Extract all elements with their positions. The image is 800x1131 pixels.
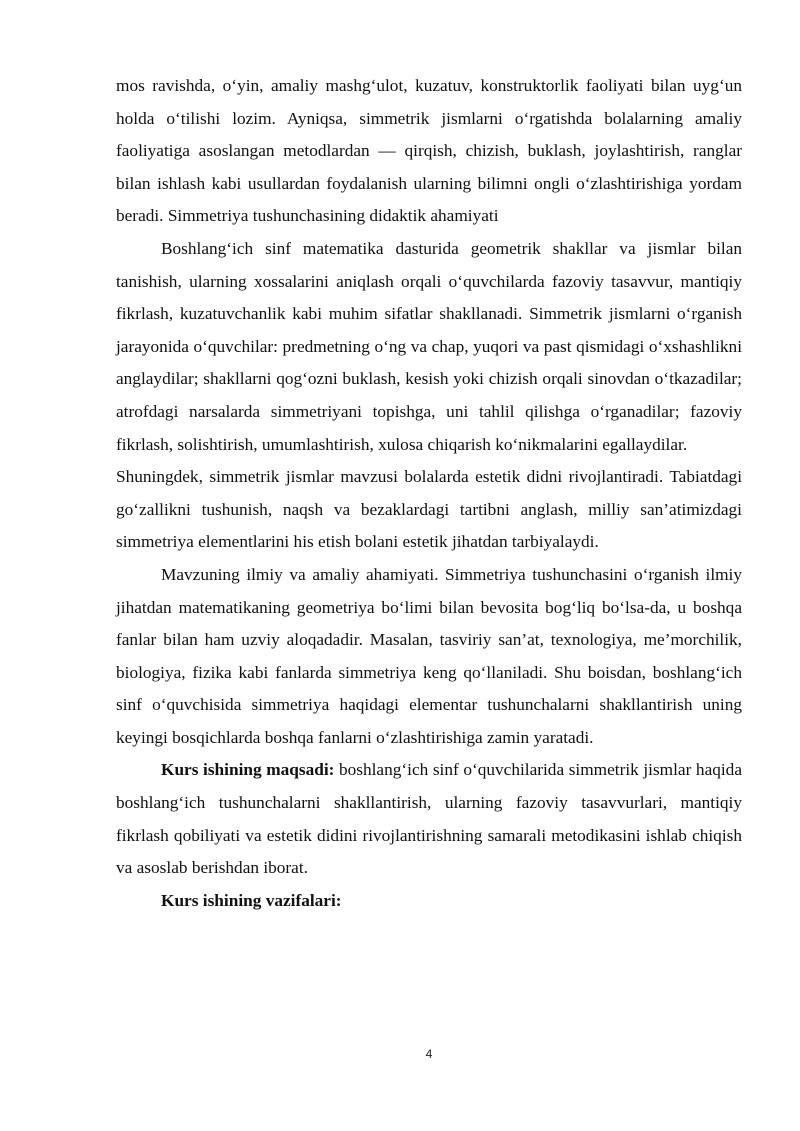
goal-label: Kurs ishining maqsadi: <box>161 760 335 780</box>
paragraph-methods-intro: mos ravishda, o‘yin, amaliy mashg‘ulot, kuzatuv, konstruktorlik faoliyati bilan uyg‘un holda o‘tilishi lozim. Ayniqsa, simmetrik jismlarni o‘rgatishda bolalarning amaliy faoliyatiga asoslangan metodlardan — qirqish, chizish, buklash, joylashtirish, ranglar bilan ishlash kabi usullardan foydalanish ularning bilimni ongli o‘zlashtirishiga yordam beradi. Simmetriya tushunchasining didaktik ahamiyati <box>116 76 742 226</box>
paragraph-aesthetic: Shuningdek, simmetrik jismlar mavzusi bolalarda estetik didni rivojlantiradi. Tabiatdagi go‘zallikni tushunish, naqsh va bezaklardagi tartibni anglash, milliy san’atimizdagi simmetriya elementlarini his etish bolani estetik jihatdan tarbiyalaydi. <box>116 467 742 552</box>
tasks-label: Kurs ishining vazifalari: <box>161 890 342 910</box>
document-body <box>116 70 742 917</box>
page-number: 4 <box>425 1047 433 1061</box>
goal-text: boshlang‘ich sinf o‘quvchilarida simmetrik jismlar haqida boshlang‘ich tushunchalarni shakllantirish, ularning fazoviy tasavvurlari, mantiqiy fikrlash qobiliyati va estetik didini rivojlantirishning samarali metodikasini ishlab chiqish va asoslab berishdan iborat. <box>116 760 742 878</box>
paragraph-significance: Mavzuning ilmiy va amaliy ahamiyati. Simmetriya tushunchasini o‘rganish ilmiy jihatdan matematikaning geometriya bo‘limi bilan bevosita bog‘liq bo‘lsa-da, u boshqa fanlar bilan ham uzviy aloqadadir. Masalan, tasviriy san’at, texnologiya, me’morchilik, biologiya, fizika kabi fanlarda simmetriya keng qo‘llaniladi. Shu boisdan, boshlang‘ich sinf o‘quvchisida simmetriya haqidagi elementar tushunchalarni shakllantirish uning keyingi bosqichlarda boshqa fanlarni o‘zlashtirishiga zamin yaratadi. <box>116 564 742 747</box>
paragraph-tasks <box>116 885 742 918</box>
paragraph-curriculum: Boshlang‘ich sinf matematika dasturida geometrik shakllar va jismlar bilan tanishish, ularning xossalarini aniqlash orqali o‘quvchilarda fazoviy tasavvur, mantiqiy fikrlash, kuzatuvchanlik kabi muhim sifatlar shakllanadi. Simmetrik jismlarni o‘rganish jarayonida o‘quvchilar: predmetning o‘ng va chap, yuqori va past qismidagi o‘xshashlikni anglaydilar; shakllarni qog‘ozni buklash, kesish yoki chizish orqali sinovdan o‘tkazadilar; atrofdagi narsalarda simmetriyani topishga, uni tahlil qilishga o‘rganadilar; fazoviy fikrlash, solishtirish, umumlashtirish, xulosa chiqarish ko‘nikmalarini egallaydilar. <box>116 238 742 454</box>
paragraph-goal <box>116 754 742 884</box>
